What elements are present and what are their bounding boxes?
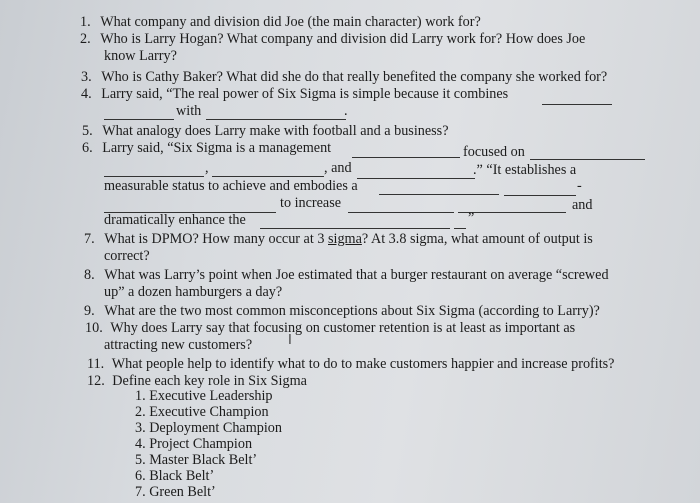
blank-line	[504, 195, 576, 196]
blank-line	[260, 228, 450, 229]
question-number: 11.	[87, 356, 105, 372]
blank-line	[104, 176, 204, 177]
blank-line	[454, 228, 466, 229]
q6-dash: -	[577, 178, 582, 194]
role-item: 7. Green Beltʼ	[135, 484, 216, 500]
q4-end: .	[344, 103, 348, 119]
question-8	[84, 267, 609, 284]
question-2-continued: know Larry?	[104, 48, 177, 64]
question-number: 3.	[81, 69, 92, 85]
question-11	[87, 356, 614, 373]
question-10-continued: attracting new customers?	[104, 337, 253, 353]
role-label: Deployment Champion	[149, 420, 282, 436]
role-item: 1. Executive Leadership	[135, 388, 273, 404]
blank-line	[348, 212, 454, 213]
question-7	[84, 231, 593, 248]
question-text: What was Larry’s point when Joe estimated that a burger restaurant on average “screwed	[104, 267, 609, 283]
blank-line	[357, 178, 475, 179]
question-number: 8.	[84, 267, 95, 283]
question-3	[81, 69, 607, 86]
question-number: 1.	[80, 14, 91, 30]
role-item: 3. Deployment Champion	[135, 420, 282, 436]
question-text: What people help to identify what to do to make customers happier and increase profits?	[111, 356, 615, 372]
role-label: Master Black Beltʼ	[149, 452, 258, 468]
question-text-b: ? At 3.8 sigma, what amount of output is	[361, 231, 593, 247]
question-number: 12.	[87, 373, 105, 389]
role-item: 2. Executive Champion	[135, 404, 269, 420]
question-text: Define each key role in Six Sigma	[112, 373, 307, 389]
q6-measurable: measurable status to achieve and embodies a	[104, 178, 358, 194]
role-label: Executive Champion	[149, 404, 269, 420]
question-number: 10.	[85, 320, 103, 336]
question-number: 9.	[84, 303, 95, 319]
question-2	[80, 31, 585, 48]
question-text-a: What is DPMO? How many occur at 3	[104, 231, 328, 247]
question-1	[80, 14, 481, 31]
question-number: 2.	[80, 31, 91, 47]
role-label: Black Beltʼ	[149, 468, 215, 484]
role-label: Executive Leadership	[149, 388, 273, 404]
role-item: 6. Black Beltʼ	[135, 468, 215, 484]
q6-quote: ”	[468, 210, 475, 226]
sigma-link: sigma	[328, 231, 362, 247]
question-text: What company and division did Joe (the main character) work for?	[100, 14, 481, 30]
q4-with: with	[176, 103, 202, 119]
q6-and-2: and	[572, 197, 593, 213]
q6-and: , and	[324, 160, 352, 176]
blank-line	[206, 119, 346, 120]
question-6	[82, 140, 331, 157]
blank-line	[530, 159, 645, 160]
blank-line	[352, 157, 460, 158]
q6-focused-on: focused on	[463, 144, 525, 160]
blank-line	[379, 194, 499, 195]
question-text: Who is Larry Hogan? What company and division did Larry work for? How does Joe	[100, 31, 586, 47]
question-text: What analogy does Larry make with football and a business?	[102, 123, 449, 139]
question-7-continued: correct?	[104, 248, 150, 264]
question-text: Who is Cathy Baker? What did she do that really benefited the company she worked for?	[101, 69, 608, 85]
question-4	[81, 86, 508, 103]
question-number: 5.	[82, 123, 93, 139]
question-text: Larry said, “The real power of Six Sigma is simple because it combines	[101, 86, 509, 102]
role-item: 5. Master Black Beltʼ	[135, 452, 258, 468]
q6-to-increase: to increase	[280, 195, 342, 211]
blank-line	[542, 104, 612, 105]
question-number: 4.	[81, 86, 92, 102]
question-10	[85, 320, 575, 337]
question-9	[84, 303, 600, 320]
role-label: Project Champion	[149, 436, 253, 452]
blank-line	[212, 176, 324, 177]
question-5	[82, 123, 449, 140]
question-number: 6.	[82, 140, 93, 156]
question-text: Why does Larry say that focusing on customer retention is at least as important as	[110, 320, 576, 336]
role-label: Green Beltʼ	[149, 484, 216, 500]
question-8-continued: up” a dozen hamburgers a day?	[104, 284, 283, 300]
question-number: 7.	[84, 231, 95, 247]
question-text: Larry said, “Six Sigma is a management	[102, 140, 332, 156]
role-item: 4. Project Champion	[135, 436, 253, 452]
q6-comma: ,	[205, 160, 209, 176]
question-text: What are the two most common misconceptions about Six Sigma (according to Larry)?	[104, 303, 600, 319]
blank-line	[104, 119, 174, 120]
q6-dramatically: dramatically enhance the	[104, 212, 246, 228]
q6-establishes: .” “It establishes a	[473, 162, 577, 178]
text-cursor-icon: I	[288, 333, 292, 348]
